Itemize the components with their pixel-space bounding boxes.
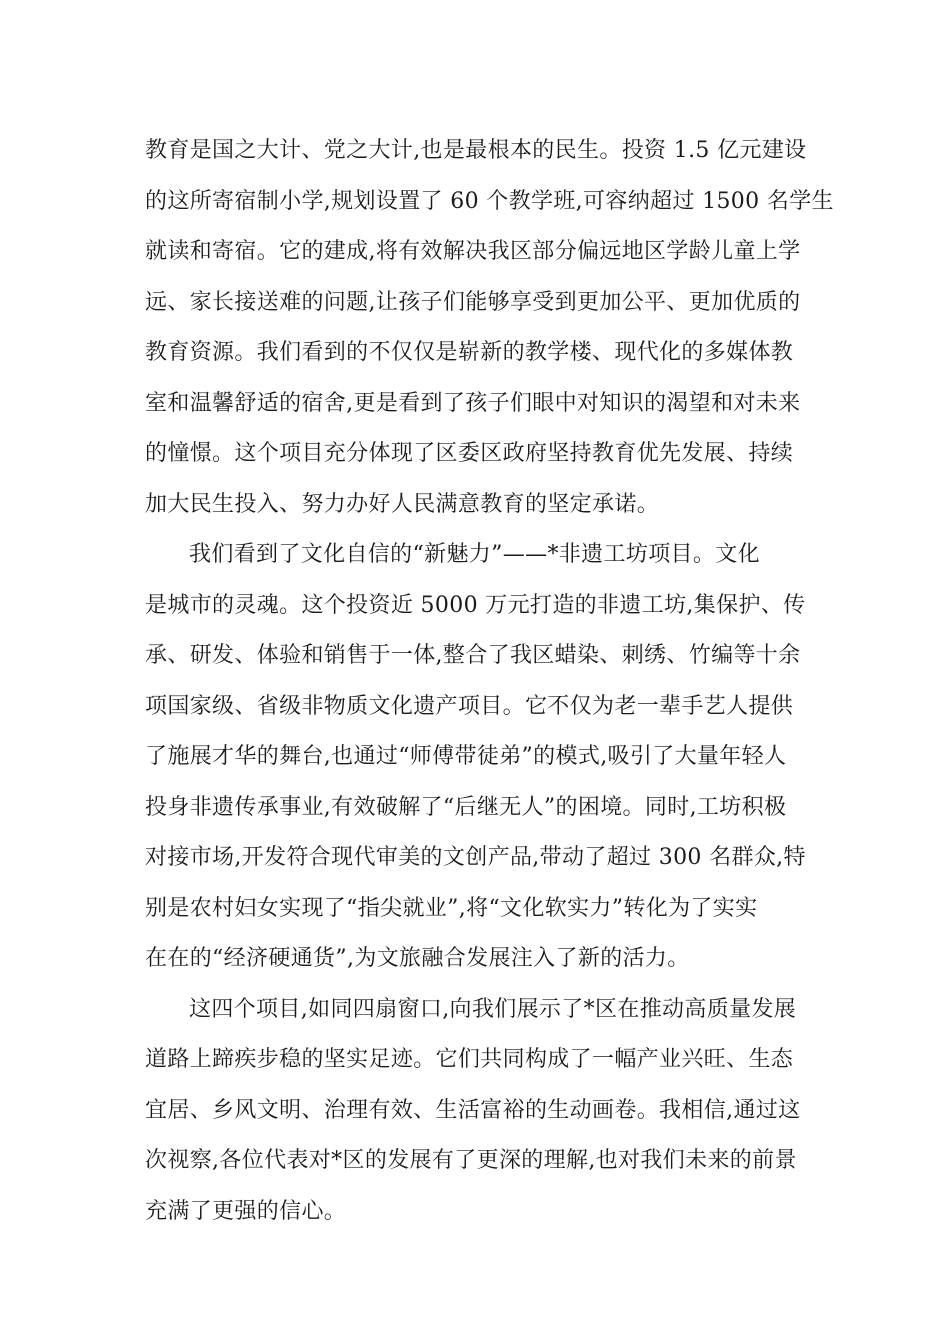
text-line: 室和温馨舒适的宿舍,更是看到了孩子们眼中对知识的渴望和对未来 (145, 390, 801, 416)
text-line: 对接市场,开发符合现代审美的文创产品,带动了超过 300 名群众,特 (145, 845, 806, 870)
text-line: 道路上蹄疾步稳的坚实足迹。它们共同构成了一幅产业兴旺、生态 (145, 1047, 794, 1072)
text-line: 充满了更强的信心。 (145, 1198, 347, 1224)
text-line: 承、研发、体验和销售于一体,整合了我区蜡染、刺绣、竹编等十余 (145, 643, 801, 668)
text-line: 这四个项目,如同四扇窗口,向我们展示了*区在推动高质量发展 (189, 996, 797, 1022)
text-line: 的憧憬。这个项目充分体现了区委区政府坚持教育优先发展、持续 (145, 441, 794, 466)
text-line: 的这所寄宿制小学,规划设置了 60 个教学班,可容纳超过 1500 名学生 (145, 188, 834, 214)
text-line: 投身非遗传承事业,有效破解了“后继无人”的困境。同时,工坊积极 (145, 794, 787, 820)
text-line: 加大民生投入、努力办好人民满意教育的坚定承诺。 (145, 491, 660, 517)
text-line: 项国家级、省级非物质文化遗产项目。它不仅为老一辈手艺人提供 (145, 693, 794, 719)
text-line: 宜居、乡风文明、治理有效、生活富裕的生动画卷。我相信,通过这 (145, 1097, 801, 1123)
text-line: 教育资源。我们看到的不仅仅是崭新的教学楼、现代化的多媒体教 (145, 340, 794, 365)
paragraph-education (145, 126, 834, 530)
text-line: 了施展才华的舞台,也通过“师傅带徒弟”的模式,吸引了大量年轻人 (145, 744, 787, 769)
text-line: 就读和寄宿。它的建成,将有效解决我区部分偏远地区学龄儿童上学 (145, 239, 801, 264)
text-line: 教育是国之大计、党之大计,也是最根本的民生。投资 1.5 亿元建设 (145, 138, 807, 163)
text-line: 我们看到了文化自信的“新魅力”——*非遗工坊项目。文化 (189, 542, 760, 567)
text-line: 是城市的灵魂。这个投资近 5000 万元打造的非遗工坊,集保护、传 (145, 592, 806, 618)
document-body (145, 126, 834, 1237)
text-line: 远、家长接送难的问题,让孩子们能够享受到更加公平、更加优质的 (145, 289, 801, 315)
paragraph-summary (145, 985, 811, 1238)
text-line: 别是农村妇女实现了“指尖就业”,将“文化软实力”转化为了实实 (145, 895, 758, 921)
text-line: 次视察,各位代表对*区的发展有了更深的理解,也对我们未来的前景 (145, 1148, 797, 1173)
text-line: 在在的“经济硬通货”,为文旅融合发展注入了新的活力。 (145, 946, 690, 971)
paragraph-culture (145, 530, 811, 985)
